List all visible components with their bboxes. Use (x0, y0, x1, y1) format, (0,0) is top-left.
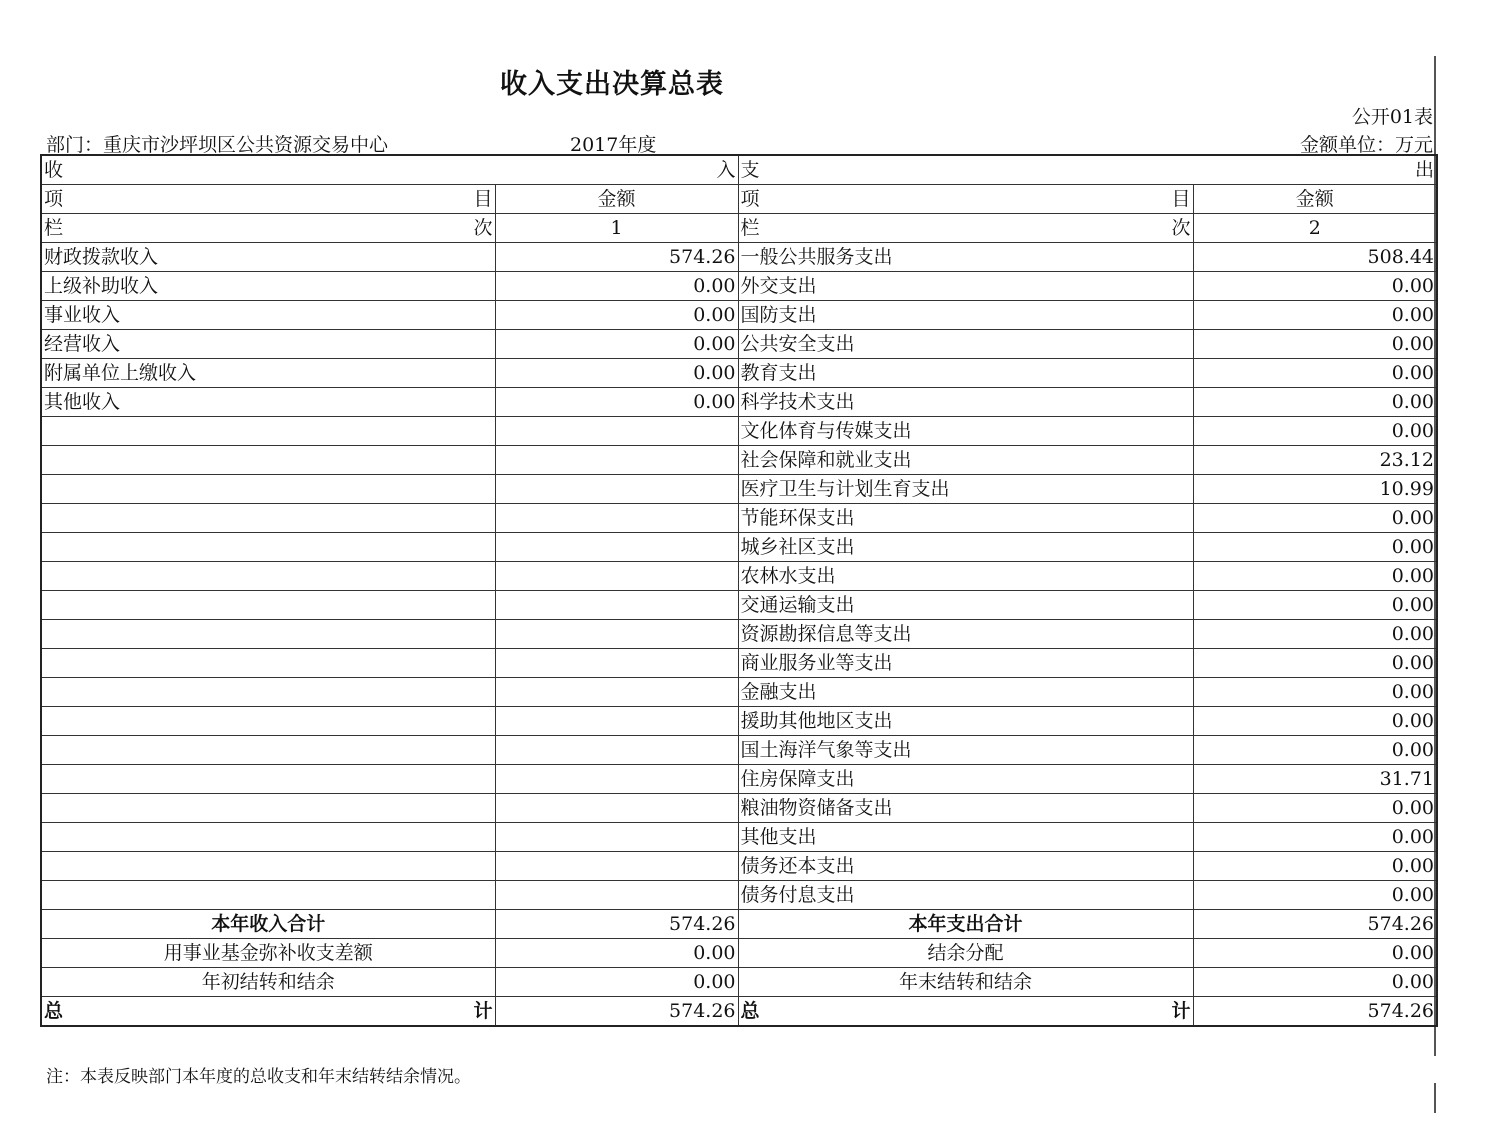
summary-expense-amount: 0.00 (1193, 939, 1437, 968)
income-amount (495, 794, 738, 823)
expense-item: 粮油物资储备支出 (738, 794, 1193, 823)
table-row (41, 504, 1437, 533)
summary-income-label: 用事业基金弥补收支差额 (41, 939, 495, 968)
income-amount (495, 417, 738, 446)
income-amount (495, 823, 738, 852)
income-column-index: 栏 次 (41, 214, 495, 243)
expense-item: 文化体育与传媒支出 (738, 417, 1193, 446)
col-2-index: 2 (1193, 214, 1437, 243)
income-amount (495, 562, 738, 591)
summary-income-label: 年初结转和结余 (41, 968, 495, 997)
income-item (41, 475, 495, 504)
income-item (41, 678, 495, 707)
expense-amount: 0.00 (1193, 852, 1437, 881)
income-amount: 0.00 (495, 301, 738, 330)
expense-item: 住房保障支出 (738, 765, 1193, 794)
income-amount: 0.00 (495, 330, 738, 359)
income-amount (495, 475, 738, 504)
income-amount: 574.26 (495, 243, 738, 272)
col-1-index: 1 (495, 214, 738, 243)
meta-line (46, 130, 1433, 156)
expense-amount: 0.00 (1193, 330, 1437, 359)
expense-amount-header: 金额 (1193, 185, 1437, 214)
income-item (41, 881, 495, 910)
amount-unit: 金额单位：万元 (1299, 134, 1433, 156)
income-amount (495, 504, 738, 533)
table-row (41, 794, 1437, 823)
income-item: 事业收入 (41, 301, 495, 330)
income-item (41, 707, 495, 736)
table-row (41, 823, 1437, 852)
header-row-3 (41, 214, 1437, 243)
expense-item: 商业服务业等支出 (738, 649, 1193, 678)
summary-expense-amount: 0.00 (1193, 968, 1437, 997)
table-row (41, 852, 1437, 881)
table-row (41, 649, 1437, 678)
income-item-header: 项 目 (41, 185, 495, 214)
expense-amount: 0.00 (1193, 881, 1437, 910)
expense-amount: 0.00 (1193, 272, 1437, 301)
right-edge-mark (1434, 1083, 1436, 1113)
expense-item: 医疗卫生与计划生育支出 (738, 475, 1193, 504)
table-row (41, 562, 1437, 591)
income-amount (495, 765, 738, 794)
expense-amount: 0.00 (1193, 388, 1437, 417)
form-code: 公开01表 (1351, 106, 1433, 128)
income-item (41, 620, 495, 649)
income-item (41, 736, 495, 765)
expense-item: 教育支出 (738, 359, 1193, 388)
expense-amount: 0.00 (1193, 707, 1437, 736)
income-amount (495, 707, 738, 736)
income-item (41, 649, 495, 678)
table-row (41, 533, 1437, 562)
income-amount (495, 736, 738, 765)
department-label: 部门：重庆市沙坪坝区公共资源交易中心 (46, 134, 389, 156)
income-item (41, 794, 495, 823)
table-row (41, 678, 1437, 707)
income-amount (495, 678, 738, 707)
expense-item: 公共安全支出 (738, 330, 1193, 359)
table-row (41, 736, 1437, 765)
expense-total-label: 总 计 (738, 997, 1193, 1027)
income-amount (495, 649, 738, 678)
expense-amount: 508.44 (1193, 243, 1437, 272)
table-row (41, 272, 1437, 301)
expense-amount: 0.00 (1193, 301, 1437, 330)
expense-amount: 23.12 (1193, 446, 1437, 475)
table-row (41, 301, 1437, 330)
table-row (41, 359, 1437, 388)
income-item: 经营收入 (41, 330, 495, 359)
grand-total-row (41, 997, 1437, 1027)
summary-income-amount: 0.00 (495, 939, 738, 968)
expense-amount: 0.00 (1193, 504, 1437, 533)
income-amount (495, 620, 738, 649)
expense-item: 节能环保支出 (738, 504, 1193, 533)
expense-item: 一般公共服务支出 (738, 243, 1193, 272)
expense-amount: 0.00 (1193, 591, 1437, 620)
income-item: 上级补助收入 (41, 272, 495, 301)
table-row (41, 765, 1437, 794)
summary-row (41, 910, 1437, 939)
expense-item: 援助其他地区支出 (738, 707, 1193, 736)
table-row (41, 388, 1437, 417)
table-row (41, 446, 1437, 475)
expense-item: 资源勘探信息等支出 (738, 620, 1193, 649)
income-amount: 0.00 (495, 388, 738, 417)
expense-amount: 0.00 (1193, 649, 1437, 678)
expense-item: 国土海洋气象等支出 (738, 736, 1193, 765)
expense-amount: 0.00 (1193, 417, 1437, 446)
expense-item: 债务还本支出 (738, 852, 1193, 881)
header-row-1 (41, 155, 1437, 185)
income-item (41, 591, 495, 620)
expense-total-amount: 574.26 (1193, 997, 1437, 1027)
income-item: 财政拨款收入 (41, 243, 495, 272)
income-item (41, 823, 495, 852)
table-row (41, 620, 1437, 649)
expense-amount: 0.00 (1193, 678, 1437, 707)
expense-item: 国防支出 (738, 301, 1193, 330)
expense-item: 城乡社区支出 (738, 533, 1193, 562)
expense-amount: 0.00 (1193, 359, 1437, 388)
expense-amount: 31.71 (1193, 765, 1437, 794)
income-amount (495, 852, 738, 881)
expense-item: 金融支出 (738, 678, 1193, 707)
income-item (41, 533, 495, 562)
expense-item: 交通运输支出 (738, 591, 1193, 620)
summary-income-amount: 0.00 (495, 968, 738, 997)
summary-expense-amount: 574.26 (1193, 910, 1437, 939)
expense-column-index: 栏 次 (738, 214, 1193, 243)
income-item (41, 562, 495, 591)
table-row (41, 417, 1437, 446)
expense-amount: 0.00 (1193, 823, 1437, 852)
expense-amount: 0.00 (1193, 620, 1437, 649)
income-amount (495, 591, 738, 620)
expense-item: 外交支出 (738, 272, 1193, 301)
report-title: 收入支出决算总表 (500, 69, 724, 100)
income-amount-header: 金额 (495, 185, 738, 214)
income-total-amount: 574.26 (495, 997, 738, 1027)
footnote: 注：本表反映部门本年度的总收支和年末结转结余情况。 (46, 1067, 471, 1087)
income-item (41, 446, 495, 475)
expense-amount: 0.00 (1193, 533, 1437, 562)
expense-amount: 0.00 (1193, 562, 1437, 591)
income-total-label: 总 计 (41, 997, 495, 1027)
expense-header: 支 出 (738, 155, 1437, 185)
summary-expense-label: 年末结转和结余 (738, 968, 1193, 997)
expense-item: 债务付息支出 (738, 881, 1193, 910)
income-item (41, 504, 495, 533)
income-item (41, 417, 495, 446)
expense-item: 其他支出 (738, 823, 1193, 852)
expense-item: 科学技术支出 (738, 388, 1193, 417)
table-row (41, 881, 1437, 910)
expense-item-header: 项 目 (738, 185, 1193, 214)
table-row (41, 475, 1437, 504)
expense-amount: 0.00 (1193, 794, 1437, 823)
income-amount (495, 446, 738, 475)
income-amount (495, 533, 738, 562)
expense-item: 农林水支出 (738, 562, 1193, 591)
summary-expense-label: 本年支出合计 (738, 910, 1193, 939)
table-row (41, 591, 1437, 620)
summary-income-amount: 574.26 (495, 910, 738, 939)
table-row (41, 243, 1437, 272)
income-amount: 0.00 (495, 359, 738, 388)
summary-expense-label: 结余分配 (738, 939, 1193, 968)
income-item: 附属单位上缴收入 (41, 359, 495, 388)
summary-income-label: 本年收入合计 (41, 910, 495, 939)
fiscal-year: 2017年度 (570, 134, 657, 156)
header-row-2 (41, 185, 1437, 214)
income-item: 其他收入 (41, 388, 495, 417)
summary-row (41, 968, 1437, 997)
table-row (41, 330, 1437, 359)
expense-amount: 10.99 (1193, 475, 1437, 504)
income-header: 收 入 (41, 155, 738, 185)
expense-amount: 0.00 (1193, 736, 1437, 765)
income-item (41, 852, 495, 881)
expense-item: 社会保障和就业支出 (738, 446, 1193, 475)
table-row (41, 707, 1437, 736)
income-expense-table (40, 154, 1438, 1027)
income-amount: 0.00 (495, 272, 738, 301)
income-amount (495, 881, 738, 910)
income-item (41, 765, 495, 794)
summary-row (41, 939, 1437, 968)
